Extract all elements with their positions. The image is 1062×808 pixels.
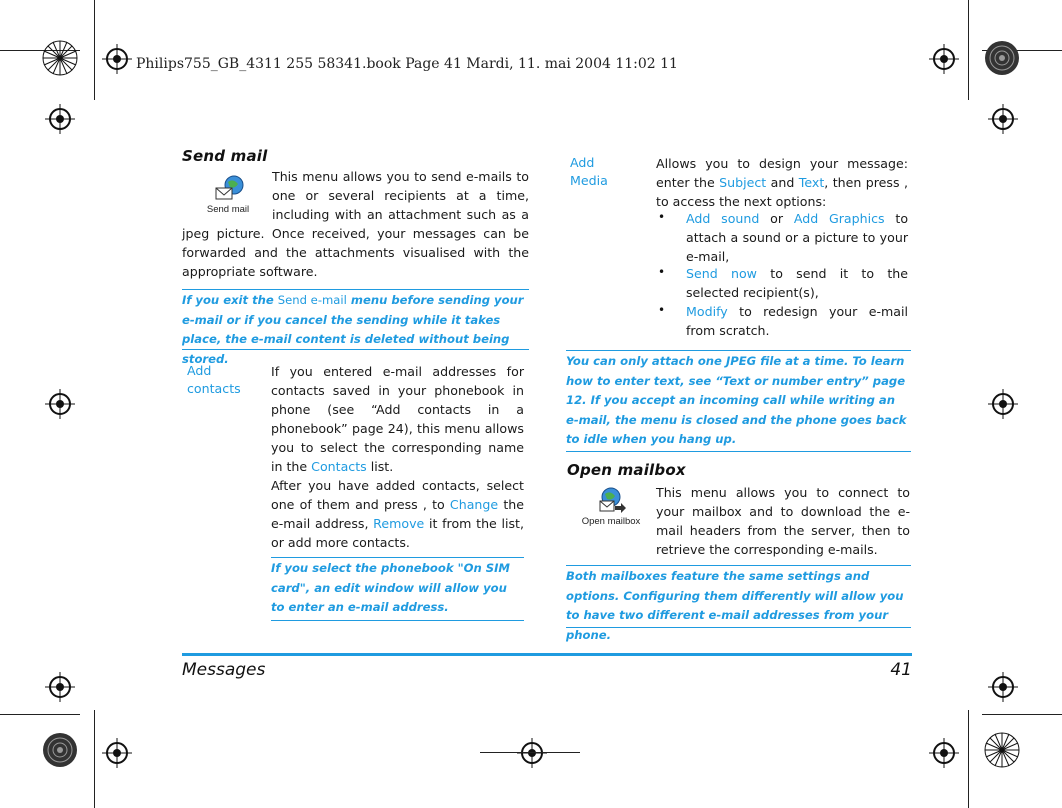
registration-mark-icon xyxy=(988,104,1018,134)
open-mailbox-heading: Open mailbox xyxy=(567,461,686,479)
page-number: 41 xyxy=(890,660,912,680)
bullet-symbol: • xyxy=(658,303,666,317)
add-media-label: Add Media xyxy=(570,155,608,188)
divider xyxy=(271,620,524,621)
star-target-icon xyxy=(42,40,78,76)
divider xyxy=(566,565,911,566)
registration-mark-icon xyxy=(929,738,959,768)
open-mailbox-icon xyxy=(591,486,631,516)
send-now-link: Send now xyxy=(686,266,757,281)
open-mailbox-icon-block xyxy=(580,486,642,530)
subject-field-link: Subject xyxy=(719,175,767,190)
open-mailbox-icon-caption: Open mailbox xyxy=(581,516,641,527)
footer-rule xyxy=(182,653,912,656)
divider xyxy=(182,289,529,290)
registration-mark-icon xyxy=(102,44,132,74)
registration-mark-icon xyxy=(988,389,1018,419)
divider xyxy=(566,350,911,351)
remove-option-link: Remove xyxy=(373,516,425,531)
option-modify: Modify to redesign your e-mail from scratch. xyxy=(686,304,908,338)
add-graphics-link: Add Graphics xyxy=(793,211,885,226)
density-target-icon xyxy=(984,40,1020,76)
divider xyxy=(566,451,911,452)
divider xyxy=(566,627,911,628)
registration-mark-icon xyxy=(988,672,1018,702)
send-mail-intro-text: This menu allows you to send e-mails to one or several recipients at a time, including with an attachment such as a jpeg picture. Once received, your messages can be forwarded and the attachments visualised with the appropriate software. xyxy=(182,169,529,279)
divider xyxy=(182,349,529,350)
registration-mark-icon xyxy=(45,389,75,419)
add-contacts-note: If you select the phonebook "On SIM card", an edit window will allow you to enter an e-mail address. xyxy=(271,561,510,614)
text-field-link: Text xyxy=(798,175,825,190)
change-option-link: Change xyxy=(449,497,499,512)
registration-mark-icon xyxy=(929,44,959,74)
registration-mark-icon xyxy=(517,738,547,768)
modify-link: Modify xyxy=(686,304,728,319)
open-mailbox-note: Both mailboxes feature the same settings and options. Configuring them differently will allow you to have two different e-mail addresses from your phone. xyxy=(566,569,904,642)
star-target-icon xyxy=(984,732,1020,768)
send-mail-intro xyxy=(182,167,529,281)
print-header: Philips755_GB_4311 255 58341.book Page 41 Mardi, 11. mai 2004 11:02 11 xyxy=(136,56,678,72)
add-contacts-text: If you entered e-mail addresses for contacts saved in your phonebook in phone (see “Add contacts in a phonebook” page 24), this menu allows you to select the corresponding name in the Contacts list. After you have added contacts, select one of them and press , to Change the e-mail address, Remove it from the list, or add more contacts. xyxy=(271,364,524,550)
send-e-mail-menu-link: Send e-mail xyxy=(277,293,347,307)
send-mail-note: If you exit the Send e-mail menu before sending your e-mail or if you cancel the sending while it takes place, the e-mail content is deleted without being stored. xyxy=(182,293,524,366)
send-mail-icon-caption: Send mail xyxy=(206,204,250,215)
divider xyxy=(271,557,524,558)
add-sound-link: Add sound xyxy=(686,211,760,226)
add-media-note: You can only attach one JPEG file at a time. To learn how to enter text, see “Text or number entry” page 12. If you accept an incoming call while writing an e-mail, the menu is closed and the phone goes back to idle when you hang up. xyxy=(566,354,907,446)
registration-mark-icon xyxy=(102,738,132,768)
option-send-now: Send now to send it to the selected recipient(s), xyxy=(686,266,908,300)
contacts-list-link: Contacts xyxy=(311,459,367,474)
add-contacts-label: Add contacts xyxy=(187,363,241,396)
density-target-icon xyxy=(42,732,78,768)
registration-mark-icon xyxy=(45,104,75,134)
option-add-sound-graphics: Add sound or Add Graphics to attach a sound or a picture to your e-mail, xyxy=(686,211,909,264)
open-mailbox-intro: This menu allows you to connect to your mailbox and to download the e-mail headers from the server, then to retrieve the corresponding e-mails. xyxy=(656,485,910,557)
bullet-symbol: • xyxy=(658,265,666,279)
add-media-intro: Allows you to design your message: enter the Subject and Text, then press , to access the next options: xyxy=(656,156,908,209)
footer-section-name: Messages xyxy=(182,660,266,680)
bullet-symbol: • xyxy=(658,210,666,224)
registration-mark-icon xyxy=(45,672,75,702)
send-mail-heading: Send mail xyxy=(182,147,268,165)
